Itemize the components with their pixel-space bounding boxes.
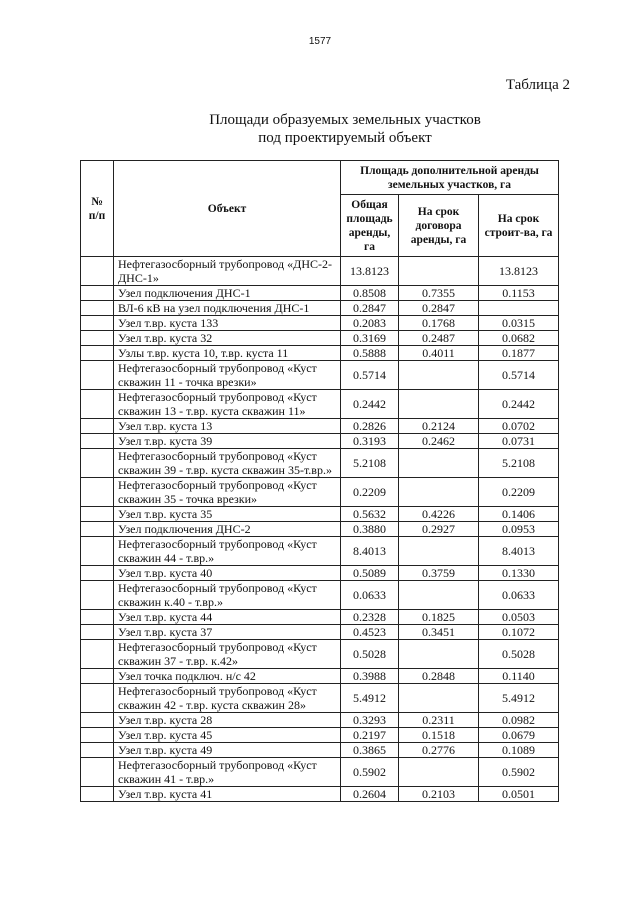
object-name-cell: Узел т.вр. куста 13: [114, 419, 341, 434]
total-area-cell: 0.3880: [341, 522, 399, 537]
object-name-cell: Нефтегазосборный трубопровод «Куст скважин 44 - т.вр.»: [114, 537, 341, 566]
construction-area-cell: 5.2108: [479, 449, 559, 478]
header-construction: На срок строит-ва, га: [479, 195, 559, 257]
row-number-cell: [81, 640, 114, 669]
object-name-cell: Нефтегазосборный трубопровод «Куст скважин к.40 - т.вр.»: [114, 581, 341, 610]
table-body: [81, 257, 559, 802]
construction-area-cell: 0.5902: [479, 758, 559, 787]
construction-area-cell: 13.8123: [479, 257, 559, 286]
object-name-cell: Узел т.вр. куста 44: [114, 610, 341, 625]
table-row: [81, 434, 559, 449]
contract-area-cell: 0.2776: [399, 743, 479, 758]
construction-area-cell: 0.0731: [479, 434, 559, 449]
object-name-cell: Узел т.вр. куста 40: [114, 566, 341, 581]
contract-area-cell: 0.3451: [399, 625, 479, 640]
row-number-cell: [81, 758, 114, 787]
contract-area-cell: 0.2848: [399, 669, 479, 684]
contract-area-cell: [399, 758, 479, 787]
object-name-cell: Узел т.вр. куста 45: [114, 728, 341, 743]
object-name-cell: ВЛ-6 кВ на узел подключения ДНС-1: [114, 301, 341, 316]
construction-area-cell: 0.1153: [479, 286, 559, 301]
construction-area-cell: 0.1406: [479, 507, 559, 522]
total-area-cell: 0.3988: [341, 669, 399, 684]
table-row: [81, 625, 559, 640]
row-number-cell: [81, 743, 114, 758]
table-row: [81, 346, 559, 361]
construction-area-cell: 0.1877: [479, 346, 559, 361]
object-name-cell: Нефтегазосборный трубопровод «Куст скважин 13 - т.вр. куста скважин 11»: [114, 390, 341, 419]
table-row: [81, 581, 559, 610]
contract-area-cell: 0.1825: [399, 610, 479, 625]
contract-area-cell: [399, 684, 479, 713]
total-area-cell: 0.3193: [341, 434, 399, 449]
contract-area-cell: [399, 537, 479, 566]
table-row: [81, 713, 559, 728]
contract-area-cell: [399, 478, 479, 507]
object-name-cell: Узел т.вр. куста 49: [114, 743, 341, 758]
contract-area-cell: 0.2311: [399, 713, 479, 728]
object-name-cell: Узел т.вр. куста 39: [114, 434, 341, 449]
contract-area-cell: 0.3759: [399, 566, 479, 581]
object-name-cell: Нефтегазосборный трубопровод «ДНС-2-ДНС-1»: [114, 257, 341, 286]
table-row: [81, 331, 559, 346]
contract-area-cell: [399, 257, 479, 286]
table-title: [0, 111, 640, 147]
header-num: № п/п: [81, 161, 114, 257]
contract-area-cell: 0.4226: [399, 507, 479, 522]
total-area-cell: 0.5089: [341, 566, 399, 581]
construction-area-cell: [479, 301, 559, 316]
contract-area-cell: [399, 361, 479, 390]
contract-area-cell: [399, 640, 479, 669]
table-row: [81, 316, 559, 331]
construction-area-cell: 0.1089: [479, 743, 559, 758]
object-name-cell: Узел т.вр. куста 35: [114, 507, 341, 522]
row-number-cell: [81, 610, 114, 625]
construction-area-cell: 0.0501: [479, 787, 559, 802]
object-name-cell: Узел подключения ДНС-2: [114, 522, 341, 537]
object-name-cell: Узел т.вр. куста 41: [114, 787, 341, 802]
object-name-cell: Узел подключения ДНС-1: [114, 286, 341, 301]
header-group: Площадь дополнительной аренды земельных участков, га: [341, 161, 559, 195]
total-area-cell: 0.2826: [341, 419, 399, 434]
table-row: [81, 478, 559, 507]
total-area-cell: 0.2604: [341, 787, 399, 802]
object-name-cell: Узел т.вр. куста 32: [114, 331, 341, 346]
object-name-cell: Узел т.вр. куста 133: [114, 316, 341, 331]
table-row: [81, 361, 559, 390]
object-name-cell: Нефтегазосборный трубопровод «Куст скважин 11 - точка врезки»: [114, 361, 341, 390]
row-number-cell: [81, 684, 114, 713]
total-area-cell: 0.8508: [341, 286, 399, 301]
total-area-cell: 13.8123: [341, 257, 399, 286]
table-row: [81, 758, 559, 787]
total-area-cell: 0.3865: [341, 743, 399, 758]
construction-area-cell: 0.1330: [479, 566, 559, 581]
table-row: [81, 787, 559, 802]
table-row: [81, 390, 559, 419]
row-number-cell: [81, 581, 114, 610]
table-row: [81, 537, 559, 566]
total-area-cell: 0.3169: [341, 331, 399, 346]
row-number-cell: [81, 522, 114, 537]
total-area-cell: 0.2442: [341, 390, 399, 419]
construction-area-cell: 0.0679: [479, 728, 559, 743]
row-number-cell: [81, 257, 114, 286]
construction-area-cell: 5.4912: [479, 684, 559, 713]
total-area-cell: 0.3293: [341, 713, 399, 728]
row-number-cell: [81, 419, 114, 434]
contract-area-cell: 0.2847: [399, 301, 479, 316]
contract-area-cell: 0.1768: [399, 316, 479, 331]
total-area-cell: 0.5028: [341, 640, 399, 669]
object-name-cell: Узел т.вр. куста 28: [114, 713, 341, 728]
row-number-cell: [81, 566, 114, 581]
land-area-table: [80, 160, 559, 802]
total-area-cell: 0.2083: [341, 316, 399, 331]
row-number-cell: [81, 346, 114, 361]
object-name-cell: Узел т.вр. куста 37: [114, 625, 341, 640]
contract-area-cell: 0.2462: [399, 434, 479, 449]
total-area-cell: 0.2847: [341, 301, 399, 316]
construction-area-cell: 0.0503: [479, 610, 559, 625]
table-row: [81, 640, 559, 669]
total-area-cell: 0.4523: [341, 625, 399, 640]
row-number-cell: [81, 361, 114, 390]
contract-area-cell: 0.2103: [399, 787, 479, 802]
table-row: [81, 522, 559, 537]
object-name-cell: Нефтегазосборный трубопровод «Куст скважин 42 - т.вр. куста скважин 28»: [114, 684, 341, 713]
construction-area-cell: 8.4013: [479, 537, 559, 566]
contract-area-cell: 0.1518: [399, 728, 479, 743]
object-name-cell: Нефтегазосборный трубопровод «Куст скважин 41 - т.вр.»: [114, 758, 341, 787]
row-number-cell: [81, 507, 114, 522]
row-number-cell: [81, 537, 114, 566]
construction-area-cell: 0.2442: [479, 390, 559, 419]
contract-area-cell: [399, 581, 479, 610]
construction-area-cell: 0.0315: [479, 316, 559, 331]
header-contract: На срок договора аренды, га: [399, 195, 479, 257]
row-number-cell: [81, 434, 114, 449]
construction-area-cell: 0.0953: [479, 522, 559, 537]
table-row: [81, 566, 559, 581]
table-row: [81, 610, 559, 625]
object-name-cell: Узлы т.вр. куста 10, т.вр. куста 11: [114, 346, 341, 361]
object-name-cell: Нефтегазосборный трубопровод «Куст скважин 37 - т.вр. к.42»: [114, 640, 341, 669]
table-row: [81, 669, 559, 684]
construction-area-cell: 0.0682: [479, 331, 559, 346]
table-row: [81, 507, 559, 522]
header-object: Объект: [114, 161, 341, 257]
total-area-cell: 0.2209: [341, 478, 399, 507]
header-total: Общая площадь аренды, га: [341, 195, 399, 257]
table-row: [81, 301, 559, 316]
row-number-cell: [81, 669, 114, 684]
object-name-cell: Нефтегазосборный трубопровод «Куст скважин 39 - т.вр. куста скважин 35-т.вр.»: [114, 449, 341, 478]
table-row: [81, 257, 559, 286]
construction-area-cell: 0.5714: [479, 361, 559, 390]
row-number-cell: [81, 478, 114, 507]
row-number-cell: [81, 301, 114, 316]
table-row: [81, 684, 559, 713]
contract-area-cell: 0.7355: [399, 286, 479, 301]
row-number-cell: [81, 286, 114, 301]
table-row: [81, 286, 559, 301]
construction-area-cell: 0.1140: [479, 669, 559, 684]
total-area-cell: 5.4912: [341, 684, 399, 713]
title-line-2: под проектируемый объект: [258, 130, 432, 146]
total-area-cell: 5.2108: [341, 449, 399, 478]
total-area-cell: 0.5714: [341, 361, 399, 390]
contract-area-cell: 0.2487: [399, 331, 479, 346]
row-number-cell: [81, 713, 114, 728]
total-area-cell: 0.5888: [341, 346, 399, 361]
contract-area-cell: [399, 449, 479, 478]
contract-area-cell: 0.4011: [399, 346, 479, 361]
row-number-cell: [81, 331, 114, 346]
object-name-cell: Узел точка подключ. н/с 42: [114, 669, 341, 684]
construction-area-cell: 0.0633: [479, 581, 559, 610]
construction-area-cell: 0.1072: [479, 625, 559, 640]
object-name-cell: Нефтегазосборный трубопровод «Куст скважин 35 - точка врезки»: [114, 478, 341, 507]
construction-area-cell: 0.0702: [479, 419, 559, 434]
contract-area-cell: 0.2927: [399, 522, 479, 537]
row-number-cell: [81, 728, 114, 743]
row-number-cell: [81, 316, 114, 331]
total-area-cell: 8.4013: [341, 537, 399, 566]
table-label: Таблица 2: [505, 77, 570, 93]
table-row: [81, 449, 559, 478]
row-number-cell: [81, 390, 114, 419]
contract-area-cell: 0.2124: [399, 419, 479, 434]
title-line-1: Площади образуемых земельных участков: [209, 112, 481, 128]
table-row: [81, 419, 559, 434]
row-number-cell: [81, 787, 114, 802]
table-row: [81, 743, 559, 758]
construction-area-cell: 0.0982: [479, 713, 559, 728]
total-area-cell: 0.2328: [341, 610, 399, 625]
total-area-cell: 0.5902: [341, 758, 399, 787]
row-number-cell: [81, 625, 114, 640]
page-number: 1577: [308, 36, 332, 47]
row-number-cell: [81, 449, 114, 478]
contract-area-cell: [399, 390, 479, 419]
construction-area-cell: 0.5028: [479, 640, 559, 669]
total-area-cell: 0.0633: [341, 581, 399, 610]
table-row: [81, 728, 559, 743]
total-area-cell: 0.5632: [341, 507, 399, 522]
construction-area-cell: 0.2209: [479, 478, 559, 507]
total-area-cell: 0.2197: [341, 728, 399, 743]
